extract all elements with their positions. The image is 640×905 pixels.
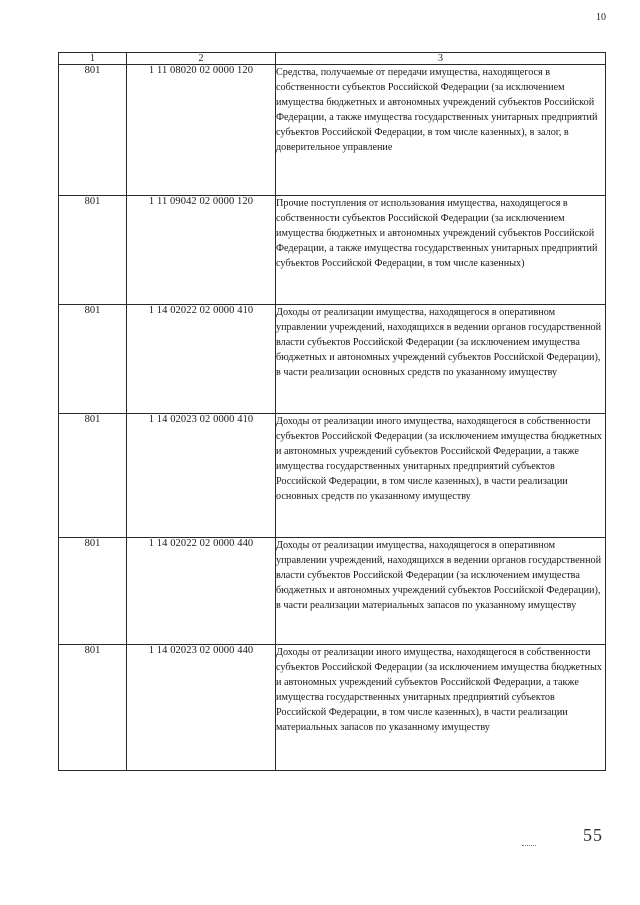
admin-code-cell: 801	[59, 65, 127, 196]
table-row	[59, 65, 606, 196]
table-row	[59, 414, 606, 538]
admin-code-cell: 801	[59, 196, 127, 305]
kbk-code-cell: 1 14 02023 02 0000 440	[127, 645, 276, 771]
admin-code-cell: 801	[59, 645, 127, 771]
description-cell: Доходы от реализации иного имущества, находящегося в собственности субъектов Российской Федерации (за исключением имущества бюджетных и автономных учреждений субъектов Российской Федерации, а также имущества государственных унитарных предприятий субъектов Российской Федерации, в том числе казенных), в части реализации основных средств по указанному имуществу	[276, 414, 606, 538]
table-header-row	[59, 53, 606, 65]
description-cell: Доходы от реализации имущества, находящегося в оперативном управлении учреждений, находящихся в ведении органов государственной власти субъектов Российской Федерации (за исключением имущества бюджетных и автономных учреждений субъектов Российской Федерации), в части реализации основных средств по указанному имуществу	[276, 305, 606, 414]
kbk-code-cell: 1 11 09042 02 0000 120	[127, 196, 276, 305]
admin-code-cell: 801	[59, 414, 127, 538]
description-cell: Прочие поступления от использования имущества, находящегося в собственности субъектов Российской Федерации (за исключением имущества бюджетных и автономных учреждений субъектов Российской Федерации, а также имущества государственных унитарных предприятий субъектов Российской Федерации, в том числе казенных)	[276, 196, 606, 305]
header-col-1: 1	[59, 53, 127, 65]
description-cell: Доходы от реализации иного имущества, находящегося в собственности субъектов Российской Федерации (за исключением имущества бюджетных и автономных учреждений субъектов Российской Федерации, а также имущества государственных унитарных предприятий субъектов Российской Федерации, в том числе казенных), в части реализации материальных запасов по указанному имуществу	[276, 645, 606, 771]
table-row	[59, 645, 606, 771]
description-cell: Доходы от реализации имущества, находящегося в оперативном управлении учреждений, находящихся в ведении органов государственной власти субъектов Российской Федерации (за исключением имущества бюджетных и автономных учреждений субъектов Российской Федерации), в части реализации материальных запасов по указанному имуществу	[276, 538, 606, 645]
header-col-2: 2	[127, 53, 276, 65]
table-row	[59, 538, 606, 645]
table-row	[59, 196, 606, 305]
kbk-code-cell: 1 11 08020 02 0000 120	[127, 65, 276, 196]
page-number: 10	[596, 12, 606, 23]
kbk-code-cell: 1 14 02022 02 0000 410	[127, 305, 276, 414]
kbk-code-cell: 1 14 02022 02 0000 440	[127, 538, 276, 645]
header-col-3: 3	[276, 53, 606, 65]
kbk-code-cell: 1 14 02023 02 0000 410	[127, 414, 276, 538]
admin-code-cell: 801	[59, 305, 127, 414]
handwritten-page-mark: 55	[583, 825, 603, 845]
revenue-codes-table	[58, 52, 606, 771]
admin-code-cell: 801	[59, 538, 127, 645]
scan-dots	[522, 845, 536, 846]
description-cell: Средства, получаемые от передачи имущества, находящегося в собственности субъектов Российской Федерации (за исключением имущества бюджетных и автономных учреждений субъектов Российской Федерации, а также имущества государственных унитарных предприятий субъектов Российской Федерации, в том числе казенных), в залог, в доверительное управление	[276, 65, 606, 196]
table-row	[59, 305, 606, 414]
